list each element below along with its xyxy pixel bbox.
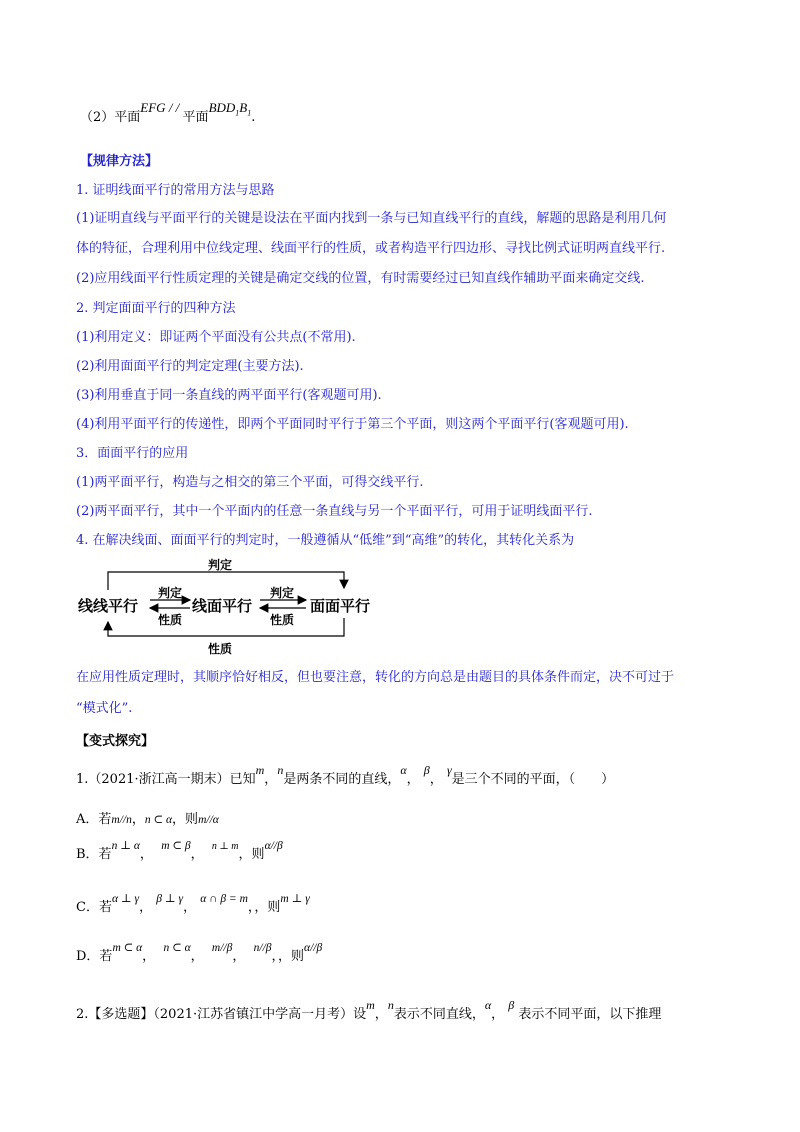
- explore-title: 【变式探究】: [76, 734, 155, 749]
- diagram-top-label: 判定: [208, 558, 233, 572]
- q1-beta: β: [423, 763, 430, 777]
- item2-line: [80, 100, 256, 127]
- q1-a-then: ，则: [172, 812, 199, 827]
- q1-d-math4: n//β: [253, 942, 272, 954]
- item2-parallel: / /: [165, 100, 183, 115]
- q1-c-comma3: ，: [247, 900, 255, 915]
- q1-d-math1: m ⊂ α: [112, 942, 143, 954]
- method-4: 4. 在解决线面、面面平行的判定时，一般遵循从“低维”到“高维”的转化，其转化关系为: [76, 533, 575, 548]
- method-2-1: (1)利用定义：即证两个平面没有公共点(不常用).: [76, 330, 356, 345]
- bottom-loop-arrow: [108, 618, 344, 636]
- q1-b-then: ，则: [238, 847, 265, 862]
- method-1-1a: (1)证明直线与平面平行的关键是设法在平面内找到一条与已知直线平行的直线，解题的思路是利用几何: [76, 211, 667, 226]
- note-b: “模式化”.: [76, 701, 133, 716]
- q1-gamma: γ: [446, 763, 452, 777]
- q1-option-b[interactable]: [76, 840, 283, 862]
- q1-comma2: ，: [406, 772, 420, 787]
- transform-diagram: [78, 556, 398, 658]
- method-2-2: (2)利用面面平行的判定定理(主要方法).: [76, 359, 304, 374]
- q1-option-a[interactable]: [76, 808, 219, 827]
- q2-stem: [76, 998, 662, 1022]
- method-1-1b: 体的特征，合理利用中位线定理、线面平行的性质，或者构造平行四边形、寻找比例式证明两直线平行.: [76, 241, 666, 256]
- item2-end: .: [251, 110, 256, 125]
- q1-d-then: ，则: [278, 949, 305, 964]
- arrow1-bottom-label: 性质: [158, 613, 183, 627]
- q2-prefix: 2.【多选题】（2021·江苏省镇江中学高一月考）设: [76, 1007, 367, 1022]
- q1-c-math3: α ∩ β = m: [200, 893, 248, 905]
- node-line-plane: 线面平行: [192, 597, 253, 615]
- q1-b-math2: m ⊂ β: [161, 840, 191, 852]
- q1-c-math4: m ⊥ γ: [280, 893, 310, 905]
- q1-b-math1: n ⊥ α: [111, 840, 140, 852]
- q2-text1: 表示不同直线，: [393, 1007, 485, 1022]
- q1-a-math3: m//α: [198, 814, 219, 826]
- q1-b-math4: α//β: [264, 840, 283, 852]
- item2-bdd: [208, 100, 252, 118]
- q1-c-label: C．若: [76, 900, 112, 915]
- q1-n: n: [277, 763, 284, 777]
- q1-d-label: D．若: [76, 949, 113, 964]
- diagram-bottom-label: 性质: [208, 642, 233, 656]
- q2-n: n: [387, 998, 394, 1012]
- q1-c-comma1: ，: [139, 900, 153, 915]
- q1-c-comma2: ，: [183, 900, 197, 915]
- method-3-1: (1)两平面平行，构造与之相交的第三个平面，可得交线平行.: [76, 475, 424, 490]
- node-plane-plane: 面面平行: [310, 597, 371, 615]
- method-1-2: (2)应用线面平行性质定理的关键是确定交线的位置，有时需要经过已知直线作辅助平面来确定交线.: [76, 271, 645, 286]
- q1-b-label: B．若: [76, 847, 112, 862]
- top-loop-arrow: [108, 572, 344, 590]
- q1-b-comma2: ，: [190, 847, 204, 862]
- q1-a-comma: ，: [131, 812, 145, 827]
- q1-comma1: ，: [264, 772, 278, 787]
- q1-c-math2: β ⊥ γ: [156, 893, 184, 905]
- method-1: 1. 证明线面平行的常用方法与思路: [76, 183, 275, 198]
- node-line-line: 线线平行: [78, 597, 139, 615]
- q1-d-math2: n ⊂ α: [163, 942, 191, 954]
- method-3: 3．面面平行的应用: [76, 446, 189, 461]
- item2-sub1: 1: [235, 108, 240, 118]
- q1-prefix: 1.（2021·浙江高一期末）已知: [76, 772, 256, 787]
- q2-m: m: [366, 998, 375, 1012]
- q1-d-comma3: ，: [232, 949, 246, 964]
- method-3-2: (2)两平面平行，其中一个平面内的任意一条直线与另一个平面平行，可用于证明线面平行.: [76, 504, 593, 519]
- q1-d-math5: α//β: [304, 942, 323, 954]
- q1-a-math1: m//n: [111, 814, 132, 826]
- q1-text1: 是两条不同的直线，: [283, 772, 401, 787]
- q2-comma1: ，: [374, 1007, 388, 1022]
- q1-stem: [76, 763, 615, 787]
- q2-beta: β: [508, 998, 515, 1012]
- arrow1-top-label: 判定: [158, 586, 183, 600]
- q1-option-c[interactable]: [76, 893, 310, 915]
- q1-d-comma1: ，: [142, 949, 156, 964]
- q2-alpha: α: [484, 998, 492, 1012]
- item2-prefix: （2）平面: [80, 110, 141, 125]
- item2-b: B: [239, 100, 248, 115]
- method-title: 【规律方法】: [80, 154, 159, 169]
- note-a: 在应用性质定理时，其顺序恰好相反，但也要注意，转化的方向总是由题目的具体条件而定，决不可过于: [76, 670, 675, 685]
- item2-bdd-text: BDD: [208, 100, 236, 115]
- q1-a-math2: n ⊂ α: [144, 814, 173, 826]
- item2-mid: 平面: [182, 110, 209, 125]
- item2-sub2: 1: [247, 108, 252, 118]
- q1-text2: 是三个不同的平面，（ ）: [451, 772, 615, 787]
- q1-m: m: [255, 763, 265, 777]
- method-2-3: (3)利用垂直于同一条直线的两平面平行(客观题可用).: [76, 388, 382, 403]
- q2-comma2: ，: [491, 1007, 505, 1022]
- q1-d-comma4: ，: [271, 949, 279, 964]
- item2-efg: EFG: [140, 100, 166, 115]
- q1-b-math3: n ⊥ m: [211, 841, 239, 852]
- q1-comma3: ，: [429, 772, 443, 787]
- q1-option-d[interactable]: [76, 942, 323, 964]
- q1-a-label: A．若: [76, 812, 112, 827]
- arrow2-bottom-label: 性质: [270, 613, 295, 627]
- q1-b-comma1: ，: [139, 847, 153, 862]
- q1-c-then: ，则: [254, 900, 281, 915]
- q1-d-comma2: ，: [190, 949, 204, 964]
- q2-text2: 表示不同平面，以下推理: [518, 1007, 662, 1022]
- arrow2-top-label: 判定: [270, 586, 295, 600]
- q1-c-math1: α ⊥ γ: [111, 893, 140, 905]
- q1-alpha: α: [400, 763, 407, 777]
- method-2-4: (4)利用平面平行的传递性，即两个平面同时平行于第三个平面，则这两个平面平行(客观题可用).: [76, 417, 629, 432]
- method-2: 2. 判定面面平行的四种方法: [76, 301, 236, 316]
- q1-d-math3: m//β: [211, 942, 233, 954]
